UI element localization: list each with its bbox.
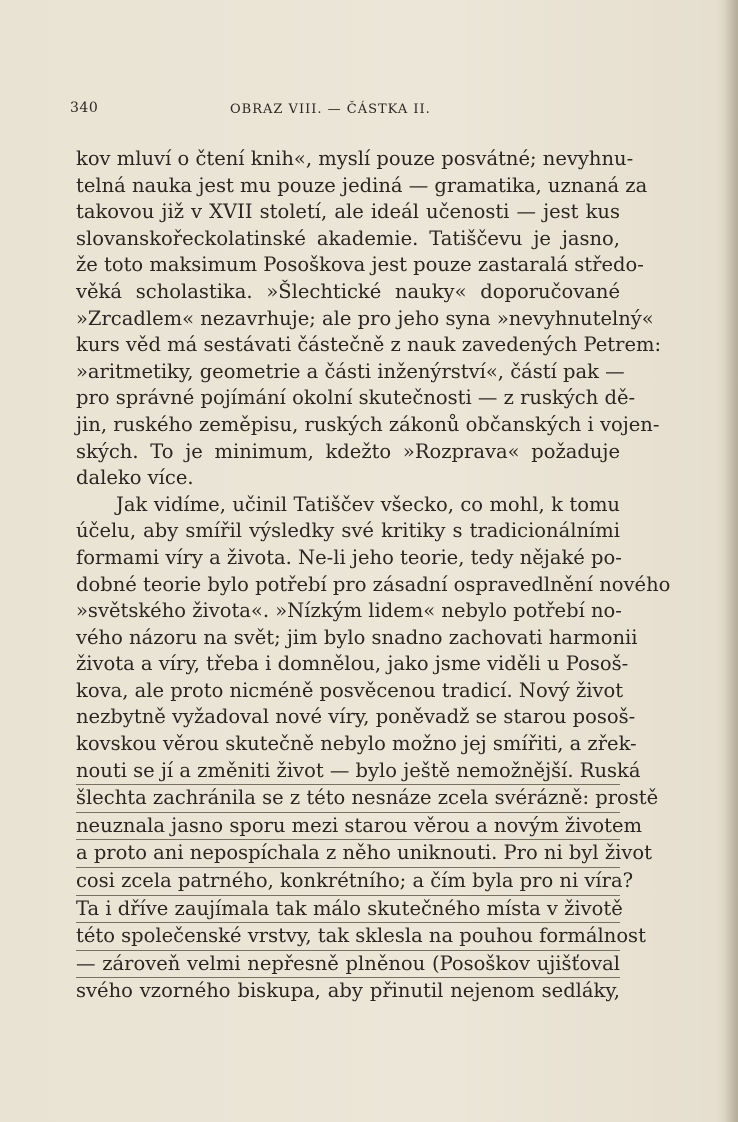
- text-line: pro správné pojímání okolní skutečnosti — z ruských dě-: [76, 386, 636, 410]
- underlined-line: šlechta zachránila se z této nesnáze zcela svérázně: prostě: [76, 785, 620, 813]
- text-line: »Zrcadlem« nezavrhuje; ale pro jeho syna »nevyhnutelný«: [76, 306, 654, 330]
- text-line: »aritmetiky, geometrie a části inženýrství«, částí pak —: [76, 359, 625, 383]
- text-line: svého vzorného biskupa, aby přinutil nejenom sedláky,: [76, 979, 620, 1003]
- paragraph-start-line: Jak vidíme, učinil Tatiščev všecko, co mohl, k tomu: [116, 492, 620, 516]
- text-line: takovou již v XVII století, ale ideál učenosti — jest kus: [76, 200, 620, 224]
- text-line: kovskou věrou skutečně nebylo možno jej smířiti, a zřek-: [76, 732, 637, 756]
- text-line: dobné teorie bylo potřebí pro zásadní ospravedlnění nového: [76, 572, 671, 596]
- underlined-line: nouti se jí a změniti život — bylo ještě nemožnější. Ruská: [76, 758, 620, 786]
- text-line: jin, ruského zeměpisu, ruských zákonů občanských i vojen-: [76, 412, 660, 436]
- page-number: 340: [70, 100, 99, 116]
- underlined-line: — zároveň velmi nepřesně plněnou (Posoškov ujišťoval: [76, 951, 620, 979]
- running-header: [70, 100, 630, 124]
- text-line: formami víry a života. Ne-li jeho teorie, tedy nějaké po-: [76, 545, 622, 569]
- text-line: slovanskořeckolatinské akademie. Tatiščevu je jasno,: [76, 226, 620, 250]
- text-line: věká scholastika. »Šlechtické nauky« doporučované: [76, 279, 620, 303]
- text-line: ských. To je minimum, kdežto »Rozprava« požaduje: [76, 439, 620, 463]
- underlined-line: této společenské vrstvy, tak sklesla na pouhou formálnost: [76, 923, 620, 951]
- text-line: kova, ale proto nicméně posvěcenou tradicí. Nový život: [76, 678, 624, 702]
- paragraph-end-line: daleko více.: [76, 466, 194, 490]
- text-line: kurs věd má sestávati částečně z nauk zavedených Petrem:: [76, 333, 662, 357]
- underlined-line: cosi zcela patrného, konkrétního; a čím byla pro ni víra?: [76, 868, 620, 896]
- underlined-line: neuznala jasno sporu mezi starou věrou a novým životem: [76, 813, 620, 841]
- underlined-line: a proto ani nepospíchala z něho uniknouti. Pro ni byl život: [76, 840, 620, 868]
- running-title: OBRAZ VIII. — ČÁSTKA II.: [230, 102, 431, 117]
- text-line: »světského života«. »Nízkým lidem« nebylo potřebí no-: [76, 599, 622, 623]
- page-edge-shadow: [724, 0, 738, 1122]
- text-line: že toto maksimum Posoškova jest pouze zastaralá středo-: [76, 253, 644, 277]
- text-line: telná nauka jest mu pouze jediná — gramatika, uznaná za: [76, 173, 648, 197]
- text-line: nezbytně vyžadoval nové víry, poněvadž se starou posoš-: [76, 705, 636, 729]
- text-line: života a víry, třeba i domnělou, jako jsme viděli u Posoš-: [76, 652, 629, 676]
- body-text: [76, 146, 671, 1005]
- text-line: kov mluví o čtení knih«, myslí pouze posvátné; nevyhnu-: [76, 147, 634, 170]
- underlined-line: Ta i dříve zaujímala tak málo skutečného místa v životě: [76, 896, 620, 924]
- text-line: vého názoru na svět; jim bylo snadno zachovati harmonii: [76, 625, 638, 649]
- text-line: účelu, aby smířil výsledky své kritiky s tradicionálními: [76, 519, 620, 543]
